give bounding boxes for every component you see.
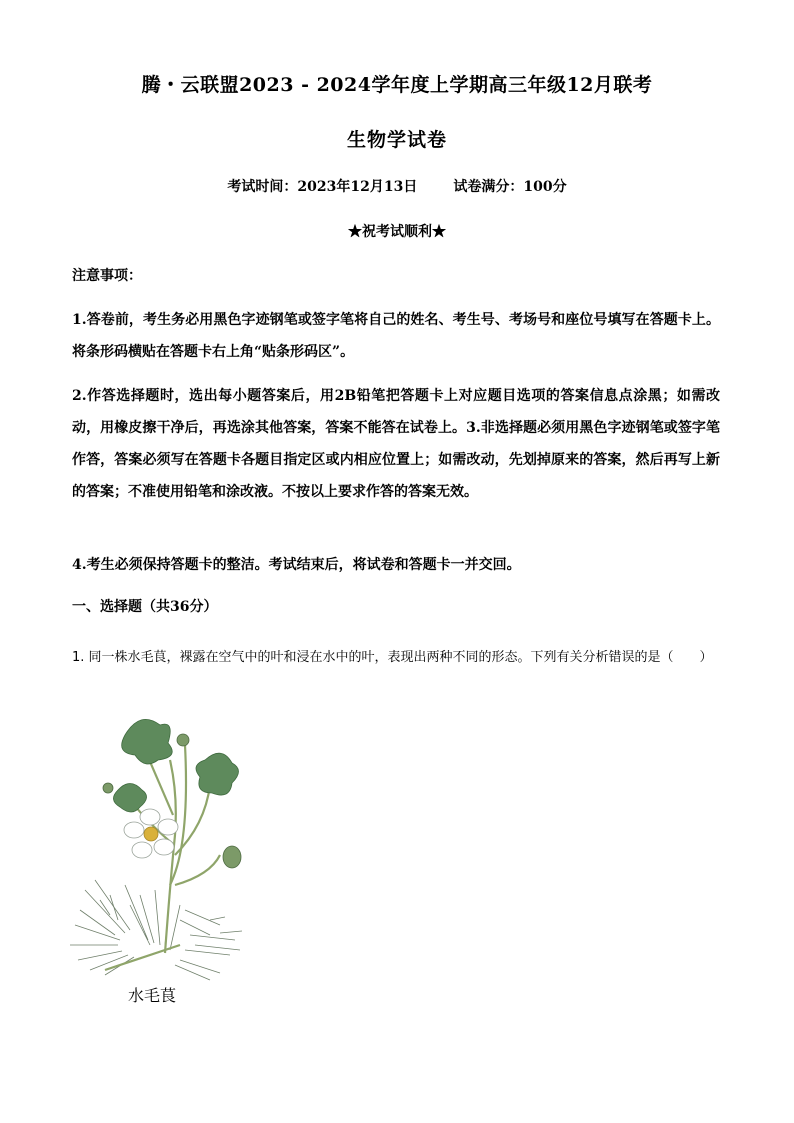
exam-meta xyxy=(0,176,794,196)
notice-item-1: 1.答卷前，考生务必用黑色字迹钢笔或签字笔将自己的姓名、考生号、考场号和座位号填写在答题卡上。将条形码横贴在答题卡右上角“贴条形码区”。 xyxy=(72,312,720,360)
water-buttercup-illustration xyxy=(70,705,250,1005)
notice-item-4: 4.考生必须保持答题卡的整洁。考试结束后，将试卷和答题卡一并交回。 xyxy=(72,557,521,573)
figure-caption: 水毛茛 xyxy=(128,986,177,1005)
notice-item-2: 2.作答选择题时，选出每小题答案后，用2B铅笔把答题卡上对应题目选项的答案信息点涂黑；如需改动，用橡皮擦干净后，再选涂其他答案，答案不能答在试卷上。3.非选择题必须用黑色字迹钢笔或签字笔作答，答案必须写在答题卡各题目指定区或内相应位置上；如需改动，先划掉原来的答案，然后再写上新的答案；不准使用铅笔和涂改液。不按以上要求作答的答案无效。 xyxy=(72,388,720,500)
blessing-line: ★祝考试顺利★ xyxy=(348,224,446,240)
exam-title: 腾・云联盟2023 - 2024学年度上学期高三年级12月联考 xyxy=(141,74,653,96)
submerged-leaves xyxy=(70,880,242,980)
section-heading: 一、选择题（共36分） xyxy=(72,599,218,615)
exam-subject: 生物学试卷 xyxy=(346,129,447,151)
notice-heading: 注意事项： xyxy=(72,268,142,284)
exam-time: 考试时间：2023年12月13日 xyxy=(227,179,418,195)
question-1-text: 1. 同一株水毛茛，裸露在空气中的叶和浸在水中的叶，表现出两种不同的形态。下列有关分析错误的是（ ） xyxy=(72,650,713,665)
full-score: 试卷满分：100分 xyxy=(453,179,567,195)
flower xyxy=(124,809,178,858)
